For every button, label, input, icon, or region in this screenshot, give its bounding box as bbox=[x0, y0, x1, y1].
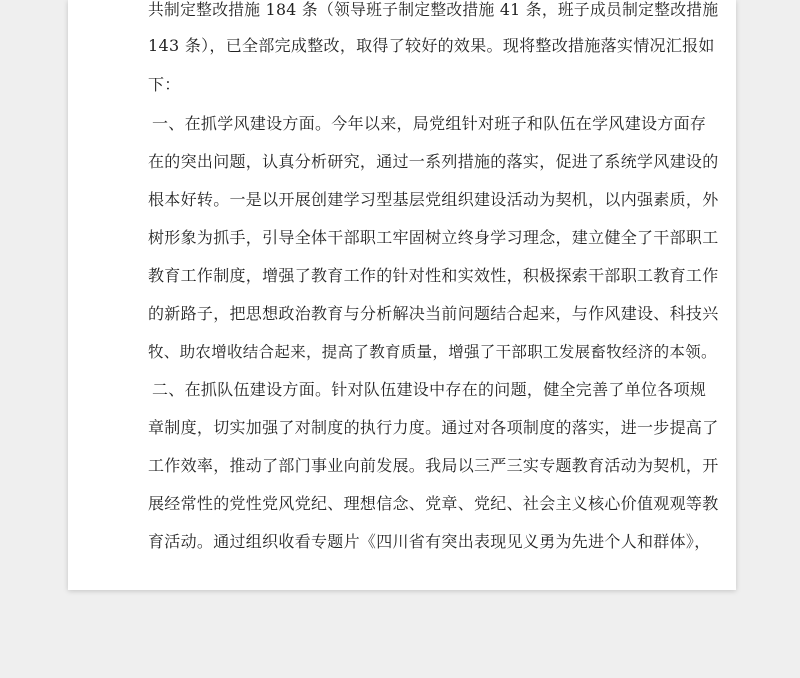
text-line: 二、在抓队伍建设方面。针对队伍建设中存在的问题，健全完善了单位各项规 bbox=[152, 380, 707, 399]
text-line: 章制度，切实加强了对制度的执行力度。通过对各项制度的落实，进一步提高了 bbox=[148, 418, 719, 437]
text-line: 工作效率，推动了部门事业向前发展。我局以三严三实专题教育活动为契机，开 bbox=[148, 456, 719, 475]
text-line: 树形象为抓手，引导全体干部职工牢固树立终身学习理念，建立健全了干部职工 bbox=[148, 228, 719, 247]
document-page bbox=[68, 0, 736, 590]
text-line: 育活动。通过组织收看专题片《四川省有突出表现见义勇为先进个人和群体》， bbox=[148, 532, 711, 551]
text-line: 教育工作制度，增强了教育工作的针对性和实效性，积极探索干部职工教育工作 bbox=[148, 266, 719, 285]
text-line: 牧、助农增收结合起来，提高了教育质量，增强了干部职工发展畜牧经济的本领。 bbox=[148, 343, 717, 361]
text-line: 下： bbox=[148, 75, 181, 94]
text-line: 共制定整改措施 184 条（领导班子制定整改措施 41 条，班子成员制定整改措施 bbox=[148, 0, 719, 19]
text-line: 一、在抓学风建设方面。今年以来，局党组针对班子和队伍在学风建设方面存 bbox=[152, 114, 707, 133]
text-line: 在的突出问题，认真分析研究，通过一系列措施的落实，促进了系统学风建设的 bbox=[148, 152, 719, 171]
text-line: 143 条），已全部完成整改，取得了较好的效果。现将整改措施落实情况汇报如 bbox=[148, 36, 715, 55]
text-line: 展经常性的党性党风党纪、理想信念、党章、党纪、社会主义核心价值观观等教 bbox=[148, 494, 719, 513]
text-line: 根本好转。一是以开展创建学习型基层党组织建设活动为契机，以内强素质，外 bbox=[148, 190, 719, 209]
text-line: 的新路子，把思想政治教育与分析解决当前问题结合起来，与作风建设、科技兴 bbox=[148, 304, 719, 323]
